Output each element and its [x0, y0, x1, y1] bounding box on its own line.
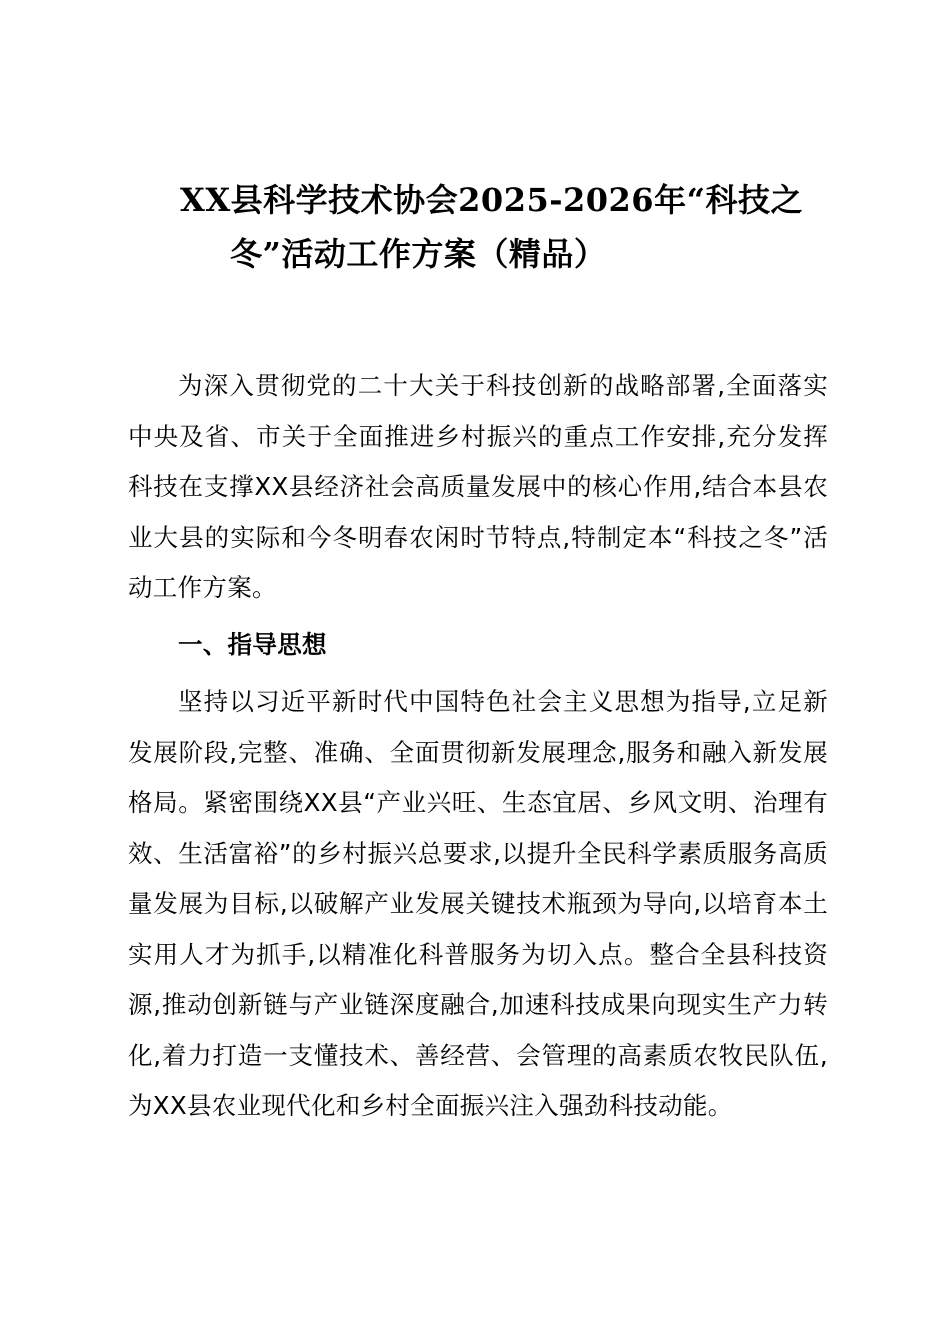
title-line-2: 冬”活动工作方案（精品）	[230, 235, 607, 273]
intro-paragraph: 为深入贯彻党的二十大关于科技创新的战略部署,全面落实中央及省、市关于全面推进乡村振兴的重点工作安排,充分发挥科技在支撑XX县经济社会高质量发展中的核心作用,结合本县农业大县的实际和今冬明春农闲时节特点,特制定本“科技之冬”活动工作方案。	[128, 371, 828, 602]
guiding-ideology-paragraph: 坚持以习近平新时代中国特色社会主义思想为指导,立足新发展阶段,完整、准确、全面贯彻新发展理念,服务和融入新发展格局。紧密围绕XX县“产业兴旺、生态宜居、乡风文明、治理有效、生活富裕”的乡村振兴总要求,以提升全民科学素质服务高质量发展为目标,以破解产业发展关键技术瓶颈为导向,以培育本土实用人才为抓手,以精准化科普服务为切入点。整合全县科技资源,推动创新链与产业链深度融合,加速科技成果向现实生产力转化,着力打造一支懂技术、善经营、会管理的高素质农牧民队伍,为XX县农业现代化和乡村全面振兴注入强劲科技动能。	[128, 687, 828, 1120]
section-heading-guiding-ideology: 一、指导思想	[178, 630, 327, 659]
document-title	[150, 173, 830, 281]
title-line-1: XX县科学技术协会2025-2026年“科技之	[180, 181, 803, 219]
